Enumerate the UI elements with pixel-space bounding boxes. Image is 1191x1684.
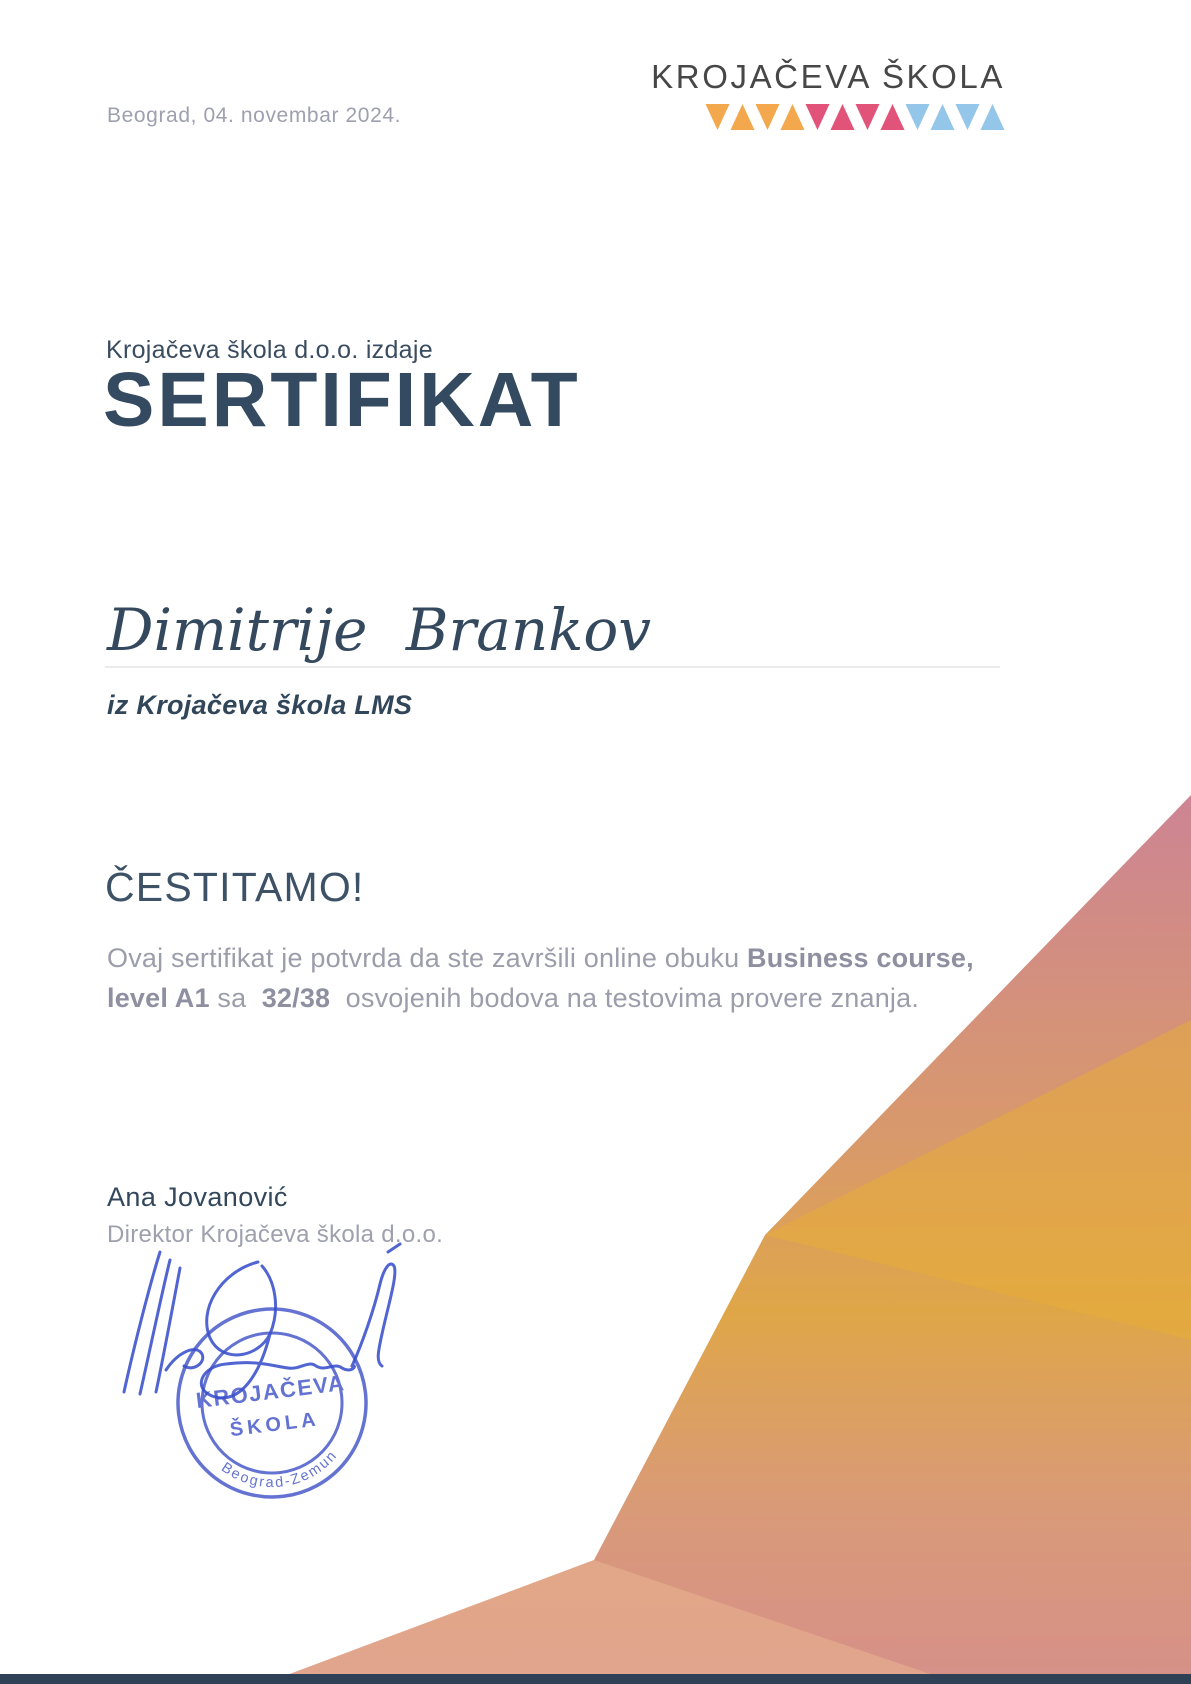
date-line: Beograd, 04. novembar 2024.: [107, 104, 402, 127]
certificate-title: SERTIFIKAT: [103, 357, 581, 443]
stamp-line1: KROJAČEVA: [194, 1370, 347, 1414]
body-prefix: Ovaj sertifikat je potvrda da ste završili online obuku: [107, 943, 748, 973]
logo-triangle: [706, 104, 730, 130]
logo-triangle: [931, 104, 955, 130]
logo-triangle: [956, 104, 980, 130]
logo-triangle: [756, 104, 780, 130]
logo-triangle: [906, 104, 930, 130]
logo-triangle: [831, 104, 855, 130]
footer-bar: [0, 1674, 1191, 1684]
course-name: Business course, level A1: [107, 943, 974, 1013]
score-value: 32/38: [261, 983, 331, 1013]
logo-triangle: [881, 104, 905, 130]
logo-triangle: [781, 104, 805, 130]
congrats-heading: ČESTITAMO!: [105, 864, 365, 910]
recipient-name: Dimitrije Brankov: [107, 596, 652, 664]
body-suffix: osvojenih bodova na testovima provere znanja.: [330, 983, 920, 1013]
signatory-title: Direktor Krojačeva škola d.o.o.: [107, 1221, 444, 1248]
recipient-source-line: iz Krojačeva škola LMS: [107, 690, 413, 720]
stamp-arc-text: Beograd-Zemun: [218, 1447, 342, 1492]
logo-triangle: [856, 104, 880, 130]
logo-triangle: [731, 104, 755, 130]
name-underline: [105, 666, 1000, 668]
signature-icon: [100, 1242, 410, 1412]
body-mid: sa: [209, 983, 262, 1013]
logo-triangle-stripe-icon: [705, 104, 1005, 131]
stamp-line2: ŠKOLA: [228, 1408, 321, 1442]
logo-triangle: [981, 104, 1005, 130]
signatory-name: Ana Jovanović: [107, 1182, 288, 1212]
congrats-body: [107, 938, 982, 1018]
logo: [651, 58, 1005, 131]
logo-text: KROJAČEVA ŠKOLA: [651, 58, 1005, 95]
logo-triangle: [806, 104, 830, 130]
issuer-line: Krojačeva škola d.o.o. izdaje: [106, 336, 433, 364]
